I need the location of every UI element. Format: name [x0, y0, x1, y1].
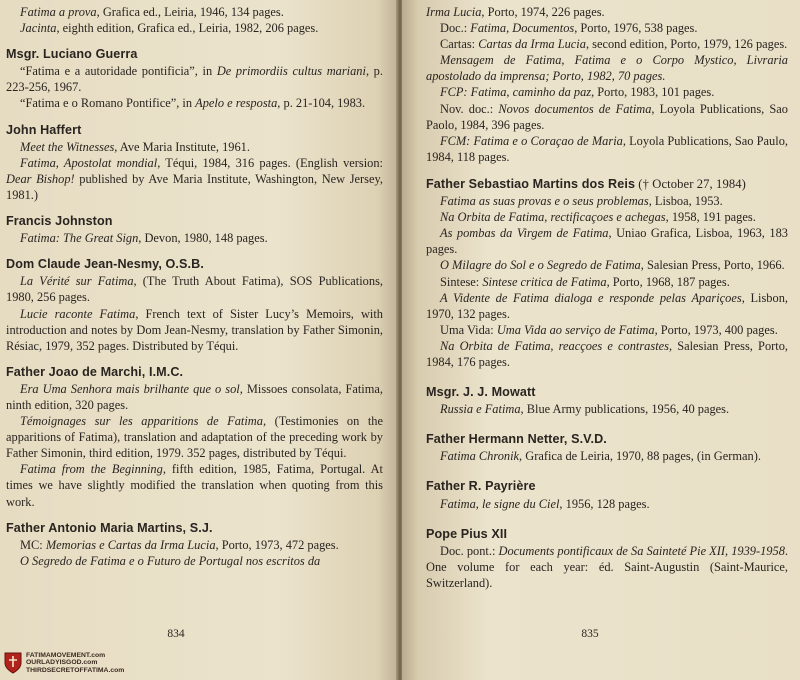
- author-section: [426, 176, 788, 370]
- bib-entry: Mensagem de Fatima, Fatima e o Corpo Mystico, Livraria apostolado da imprensa; Porto, 1982, 70 pages.: [426, 53, 788, 84]
- author-section: [6, 122, 383, 203]
- author-heading: Father R. Payrière: [426, 479, 536, 494]
- bib-entry: Na Orbita de Fatima, reacçoes e contrastes, Salesian Press, Porto, 1984, 176 pages.: [426, 338, 788, 369]
- bib-entry: A Vidente de Fatima dialoga e responde pelas Apariçoes, Lisbon, 1970, 132 pages.: [426, 290, 788, 321]
- author-heading: Dom Claude Jean-Nesmy, O.S.B.: [6, 257, 204, 272]
- bib-entry: Fatima, Apostolat mondial, Téqui, 1984, 316 pages. (English version: Dear Bishop! published by Ave Maria Institute, Washington, New Jersey, 1981.): [6, 155, 383, 202]
- page-number: 835: [581, 628, 599, 640]
- bib-entry: Jacinta, eighth edition, Grafica ed., Leiria, 1982, 206 pages.: [20, 21, 319, 36]
- author-section: [426, 384, 788, 417]
- bib-entry: Sintese: Sintese critica de Fatima, Porto, 1968, 187 pages.: [440, 274, 730, 289]
- page-number: 834: [167, 628, 185, 640]
- branding-line: THIRDSECRETOFFATIMA.com: [26, 666, 125, 674]
- bib-entry: FCM: Fatima e o Coraçao de Maria, Loyola Publications, Sao Paulo, 1984, 118 pages.: [426, 133, 788, 164]
- bib-entry: As pombas da Virgem de Fatima, Uniao Grafica, Lisboa, 1963, 183 pages.: [426, 226, 788, 257]
- left-page: [0, 0, 398, 680]
- bib-entry: Doc. pont.: Documents pontificaux de Sa Sainteté Pie XII, 1939-1958. One volume for each year: éd. Saint-Augustin (Saint-Maurice, Switzerland).: [426, 543, 788, 590]
- bib-entry: Fatima as suas provas e o seus problemas, Lisboa, 1953.: [440, 194, 723, 209]
- site-branding: [4, 650, 124, 676]
- author-section: [426, 526, 788, 591]
- bib-entry: O Segredo de Fatima e o Futuro de Portugal nos escritos da: [20, 553, 321, 568]
- author-section: [6, 364, 383, 510]
- right-column: [426, 4, 788, 591]
- author-section: [6, 520, 383, 569]
- bib-entry: Fatima, le signe du Ciel, 1956, 128 pages.: [440, 496, 650, 511]
- author-heading: Msgr. J. J. Mowatt: [426, 385, 536, 400]
- author-heading: Francis Johnston: [6, 214, 113, 229]
- branding-line: FATIMAMOVEMENT.com: [26, 651, 106, 659]
- bib-entry: Uma Vida: Uma Vida ao serviço de Fatima, Porto, 1973, 400 pages.: [440, 322, 778, 337]
- right-page: [402, 0, 800, 680]
- author-section: [6, 256, 383, 354]
- bib-entry: Russia e Fatima, Blue Army publications, 1956, 40 pages.: [440, 402, 730, 417]
- bib-entry: Lucie raconte Fatima, French text of Sister Lucy’s Memoirs, with introduction and notes by Dom Jean-Nesmy, translation by Father Simonin, Résiac, 1979, 352 pages. Distributed by Téqui.: [6, 306, 383, 353]
- bib-entry: Fatima a prova, Grafica ed., Leiria, 1946, 134 pages.: [20, 5, 284, 19]
- author-heading: Father Sebastiao Martins dos Reis († October 27, 1984): [426, 176, 746, 191]
- author-heading: Pope Pius XII: [426, 526, 508, 541]
- bib-entry: MC: Memorias e Cartas da Irma Lucia, Porto, 1973, 472 pages.: [20, 537, 339, 552]
- bib-entry: Na Orbita de Fatima, rectificaçoes e achegas, 1958, 191 pages.: [440, 210, 756, 225]
- bib-entry: La Vérité sur Fatima, (The Truth About Fatima), SOS Publications, 1980, 256 pages.: [6, 274, 383, 305]
- branding-line: OURLADYISGOD.com: [26, 659, 98, 667]
- author-heading: Father Antonio Maria Martins, S.J.: [6, 520, 213, 535]
- bib-entry: Meet the Witnesses, Ave Maria Institute, 1961.: [20, 139, 250, 154]
- bib-entry: O Milagre do Sol e o Segredo de Fatima, Salesian Press, Porto, 1966.: [440, 258, 785, 273]
- author-heading: John Haffert: [6, 122, 82, 137]
- author-heading: Msgr. Luciano Guerra: [6, 47, 138, 62]
- left-column: [6, 4, 383, 569]
- shield-logo-icon: [4, 652, 22, 674]
- author-section: [426, 431, 788, 464]
- bib-entry: Fatima: The Great Sign, Devon, 1980, 148 pages.: [20, 231, 268, 246]
- author-heading: Father Joao de Marchi, I.M.C.: [6, 364, 184, 379]
- author-section: [6, 46, 383, 111]
- author-section: [6, 213, 383, 246]
- bib-entry: Témoignages sur les apparitions de Fatima, (Testimonies on the apparitions of Fatima), translation and adaptation of the preceding work by Father Simonin, third edition, 1979. 352 pages, distributed by Téqui.: [6, 414, 383, 461]
- bib-entry: “Fatima e a autoridade pontificia”, in De primordiis cultus mariani, p. 223-256, 1967.: [6, 64, 383, 95]
- bib-entry: “Fatima e o Romano Pontifice”, in Apelo e resposta, p. 21-104, 1983.: [20, 96, 366, 111]
- bib-entry: FCP: Fatima, caminho da paz, Porto, 1983, 101 pages.: [440, 85, 715, 100]
- bib-entry: Fatima Chronik, Grafica de Leiria, 1970, 88 pages, (in German).: [440, 449, 761, 464]
- bib-entry: Cartas: Cartas da Irma Lucia, second edition, Porto, 1979, 126 pages.: [440, 37, 788, 52]
- bib-entry: Nov. doc.: Novos documentos de Fatima, Loyola Publications, Sao Paolo, 1984, 396 pages.: [426, 101, 788, 132]
- branding-lines: [26, 652, 124, 675]
- bib-entry: Era Uma Senhora mais brilhante que o sol, Missoes consolata, Fatima, ninth edition, 320 pages.: [6, 381, 383, 412]
- bib-entry: Doc.: Fatima, Documentos, Porto, 1976, 538 pages.: [440, 21, 698, 36]
- author-section: [426, 478, 788, 511]
- author-heading: Father Hermann Netter, S.V.D.: [426, 432, 607, 447]
- bib-entry: Irma Lucia, Porto, 1974, 226 pages.: [426, 5, 605, 19]
- bib-entry: Fatima from the Beginning, fifth edition, 1985, Fatima, Portugal. At times we have slightly modified the translation when quoting from this work.: [6, 462, 383, 509]
